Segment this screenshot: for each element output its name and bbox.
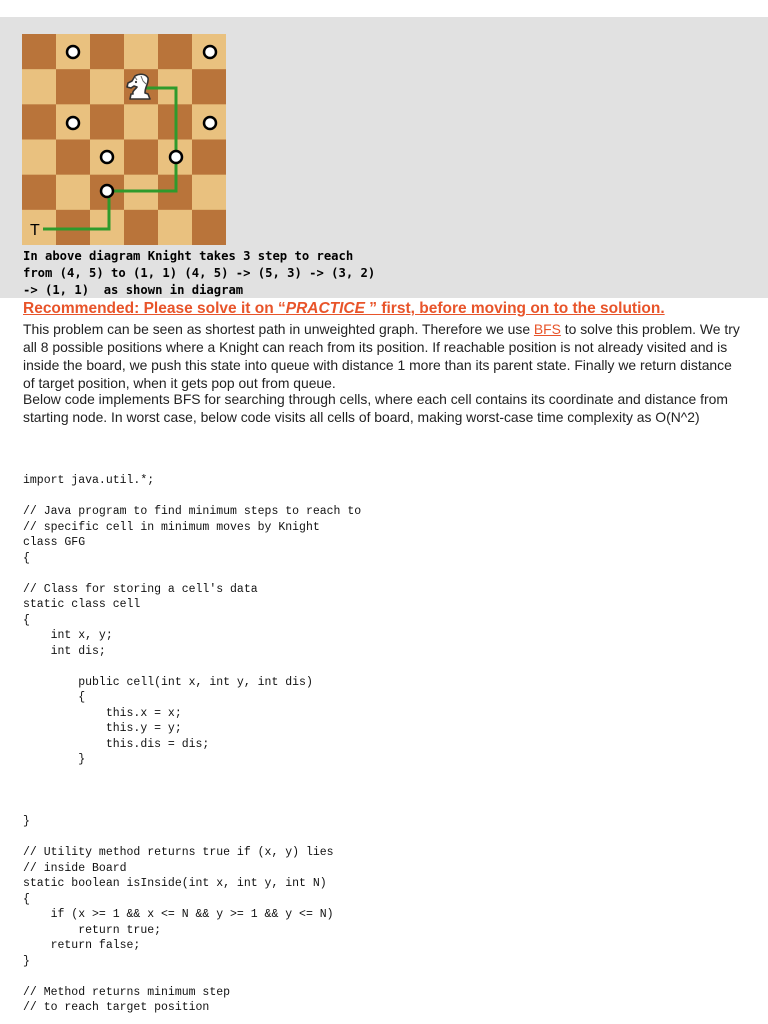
- code-line: this.x = x;: [23, 706, 182, 720]
- code-line: }: [23, 753, 86, 766]
- board-square: [192, 210, 226, 245]
- explanation-paragraph: [23, 320, 743, 392]
- target-label: T: [30, 222, 40, 239]
- board-square: [56, 175, 91, 211]
- board-square: [158, 34, 193, 70]
- code-line: // Class for storing a cell's data: [23, 582, 258, 596]
- code-line: {: [23, 892, 30, 906]
- explanation-text-start: This problem can be seen as shortest path in unweighted graph. Therefore we use: [23, 321, 534, 337]
- code-line: [23, 969, 361, 985]
- board-square: [22, 175, 57, 211]
- code-line: if (x >= 1 && x <= N && y >= 1 && y <= N): [23, 908, 334, 921]
- path-step-marker: [170, 151, 182, 163]
- reachable-square-marker: [67, 117, 79, 129]
- board-square: [22, 34, 57, 70]
- code-line: }: [23, 954, 30, 968]
- practice-word: PRACTICE: [285, 300, 365, 317]
- path-step-marker: [101, 185, 113, 197]
- board-square: [124, 104, 159, 140]
- code-line: [23, 768, 361, 784]
- board-square: [56, 140, 91, 176]
- board-square: [124, 175, 159, 211]
- code-line: [23, 659, 361, 675]
- board-square: [124, 34, 159, 70]
- bfs-link[interactable]: BFS: [533, 321, 561, 337]
- code-line: // Java program to find minimum steps to reach to: [23, 505, 362, 518]
- board-square: [90, 104, 125, 140]
- code-line: {: [23, 691, 86, 704]
- java-code-block: [23, 473, 361, 1016]
- recommend-text-start: Recommended: Please solve it on “: [23, 300, 286, 317]
- board-squares: [22, 34, 226, 245]
- code-line: this.dis = dis;: [23, 737, 210, 751]
- reachable-square-marker: [204, 117, 216, 129]
- practice-link[interactable]: [23, 299, 763, 319]
- code-line: // to reach target position: [23, 1001, 210, 1014]
- board-square: [22, 69, 57, 105]
- code-line: [23, 830, 361, 846]
- code-line: // specific cell in minimum moves by Knight: [23, 520, 320, 534]
- reachable-square-marker: [101, 151, 113, 163]
- board-square: [124, 210, 159, 245]
- code-line: public cell(int x, int y, int dis): [23, 675, 313, 689]
- board-square: [192, 140, 226, 176]
- code-line: import java.util.*;: [23, 474, 155, 487]
- diagram-caption: [23, 248, 375, 299]
- board-square: [22, 104, 57, 140]
- board-square: [192, 69, 226, 105]
- code-line: int x, y;: [23, 629, 113, 642]
- board-square: [124, 140, 159, 176]
- caption-line: -> (1, 1) as shown in diagram: [23, 283, 244, 297]
- board-square: [56, 69, 91, 105]
- board-square: [90, 34, 125, 70]
- caption-line: from (4, 5) to (1, 1) (4, 5) -> (5, 3) -> (3, 2): [23, 266, 376, 280]
- board-square: [56, 210, 91, 245]
- implementation-paragraph: Below code implements BFS for searching through cells, where each cell contains its coordinate and distance from starting node. In worst case, below code visits all cells of board, making worst-case time complexity as O(N^2): [23, 391, 728, 425]
- code-line: class GFG: [23, 536, 86, 549]
- caption-line: In above diagram Knight takes 3 step to reach: [23, 249, 354, 263]
- code-line: }: [23, 815, 30, 828]
- board-square: [192, 175, 226, 211]
- chess-board-diagram: [22, 34, 226, 245]
- code-line: static class cell: [23, 598, 141, 611]
- code-line: int dis;: [23, 644, 106, 658]
- code-line: [23, 799, 361, 815]
- code-line: static boolean isInside(int x, int y, int N): [23, 877, 327, 890]
- code-line: return false;: [23, 939, 141, 952]
- reachable-square-marker: [204, 46, 216, 58]
- code-line: // Method returns minimum step: [23, 985, 231, 999]
- code-line: [23, 783, 361, 799]
- code-line: [23, 566, 361, 582]
- code-line: this.y = y;: [23, 722, 182, 735]
- reachable-square-marker: [67, 46, 79, 58]
- board-square: [90, 69, 125, 105]
- code-line: return true;: [23, 923, 162, 937]
- board-square: [22, 140, 57, 176]
- code-line: {: [23, 551, 30, 565]
- board-square: [90, 210, 125, 245]
- explanation-text-end: to solve this problem. We try all 8 possible positions where a Knight can reach from its position. If reachable position is not already visited and is inside the board, we push this state into queue with distance 1 more than its parent state. Finally we return distance of target position, when it gets pop out from queue.: [23, 321, 740, 391]
- recommend-text-end: ” first, before moving on to the solution.: [364, 300, 665, 317]
- code-line: // inside Board: [23, 861, 127, 875]
- code-line: // Utility method returns true if (x, y) lies: [23, 846, 334, 859]
- code-line: [23, 489, 361, 505]
- board-square: [158, 210, 193, 245]
- code-line: {: [23, 613, 30, 627]
